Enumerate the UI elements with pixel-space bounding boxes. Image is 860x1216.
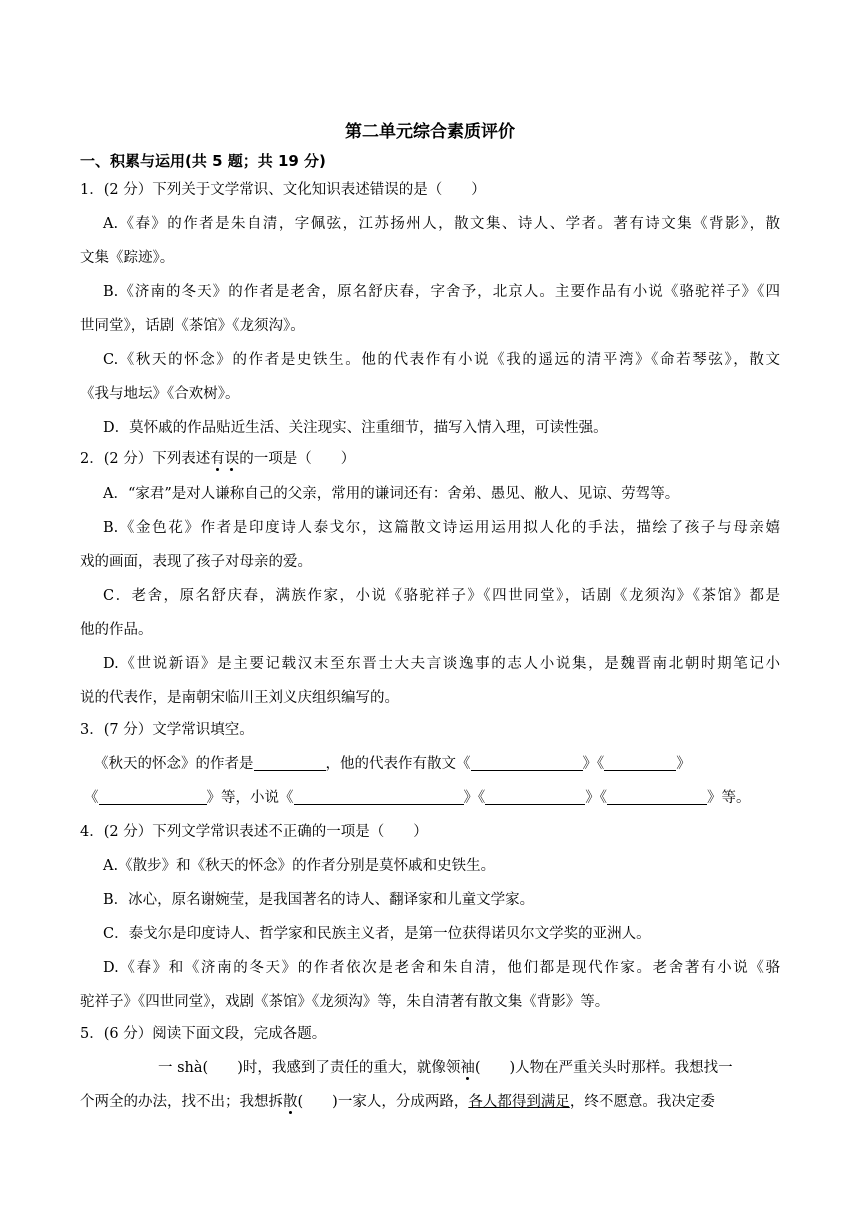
- answer-blank[interactable]: [99, 789, 207, 805]
- q1-option-a-cont: 文集《踪迹》。: [80, 250, 175, 266]
- q1-option-b-cont: 世同堂》，话剧《茶馆》《龙须沟》。: [80, 318, 305, 334]
- answer-blank[interactable]: [254, 755, 326, 771]
- q2-option-d-cont: 说的代表作，是南朝宋临川王刘义庆组织编写的。: [80, 690, 399, 706]
- emphasis-char: 有: [210, 451, 225, 467]
- emphasis-char: 袖: [460, 1060, 475, 1076]
- q2-option-b: B.《金色花》作者是印度诗人泰戈尔，这篇散文诗运用运用拟人化的手法，描绘了孩子与母亲嬉: [103, 520, 780, 536]
- answer-blank[interactable]: [607, 789, 707, 805]
- underlined-phrase: 各人都得到满足: [468, 1094, 570, 1110]
- q1-stem: 1．(2 分）下列关于文学常识、文化知识表述错误的是（ ）: [80, 182, 486, 198]
- page-title: 第二单元综合素质评价: [345, 122, 515, 142]
- q2-option-c-cont: 他的作品。: [80, 622, 153, 638]
- q4-stem: 4．(2 分）下列文学常识表述不正确的一项是（ ）: [80, 824, 428, 840]
- q2-option-a: A．“家君”是对人谦称自己的父亲，常用的谦词还有：舍弟、愚见、敝人、见谅、劳驾等。: [103, 486, 680, 502]
- emphasis-char: 散: [283, 1094, 298, 1110]
- q4-option-c: C．泰戈尔是印度诗人、哲学家和民族主义者，是第一位获得诺贝尔文学奖的亚洲人。: [103, 926, 651, 942]
- q1-option-a: A.《春》的作者是朱自清，字佩弦，江苏扬州人，散文集、诗人、学者。著有诗文集《背影》，散: [103, 216, 780, 232]
- emphasis-char: 误: [224, 451, 240, 467]
- q3-stem: 3．(7 分）文学常识填空。: [80, 722, 254, 738]
- q2-stem: 2．(2 分）下列表述有误的一项是（ ）: [80, 451, 356, 467]
- q1-option-c: C.《秋天的怀念》的作者是史铁生。他的代表作有小说《我的遥远的清平湾》《命若琴弦》，散文: [103, 352, 780, 368]
- q1-option-b: B.《济南的冬天》的作者是老舍，原名舒庆春，字舍予，北京人。主要作品有小说《骆驼祥子》《四: [103, 284, 780, 300]
- q5-passage-line-1: 一 shà( )时，我感到了责任的重大，就像领袖( )人物在严重关头时那样。我想找一: [158, 1060, 733, 1076]
- q1-option-c-cont: 《我与地坛》《合欢树》。: [80, 386, 240, 402]
- q4-option-b: B．冰心，原名谢婉莹，是我国著名的诗人、翻译家和儿童文学家。: [103, 892, 535, 908]
- answer-blank[interactable]: [604, 755, 676, 771]
- q2-option-b-cont: 戏的画面，表现了孩子对母亲的爱。: [80, 554, 312, 570]
- answer-blank[interactable]: [294, 789, 464, 805]
- q4-option-d-cont: 驼祥子》《四世同堂》，戏剧《茶馆》《龙须沟》等，朱自清著有散文集《背影》等。: [80, 994, 610, 1010]
- answer-blank[interactable]: [485, 789, 585, 805]
- q3-fill-line-1: 《秋天的怀念》的作者是 ，他的代表作有散文《 》《 》: [94, 756, 691, 772]
- q2-option-c: C．老舍，原名舒庆春，满族作家，小说《骆驼祥子》《四世同堂》，话剧《龙须沟》《茶馆》都是: [103, 588, 780, 604]
- q4-option-d: D.《春》和《济南的冬天》的作者依次是老舍和朱自清，他们都是现代作家。老舍著有小说《骆: [103, 960, 780, 976]
- section-heading: 一、积累与运用(共 5 题；共 19 分): [80, 152, 326, 170]
- q5-stem: 5．(6 分）阅读下面文段，完成各题。: [80, 1026, 327, 1042]
- q2-option-d: D.《世说新语》是主要记载汉末至东晋士大夫言谈逸事的志人小说集，是魏晋南北朝时期笔记小: [103, 656, 780, 672]
- q5-passage-line-2: 个两全的办法，找不出；我想拆散( )一家人，分成两路，各人都得到满足，终不愿意。我决定委: [80, 1094, 715, 1110]
- q4-option-a: A.《散步》和《秋天的怀念》的作者分别是莫怀戚和史铁生。: [103, 858, 496, 874]
- q3-fill-line-2: 《 》等，小说《 》《 》《 》等。: [84, 790, 751, 806]
- q1-option-d: D．莫怀戚的作品贴近生活、关注现实、注重细节，描写入情入理，可读性强。: [103, 420, 608, 436]
- answer-blank[interactable]: [471, 755, 583, 771]
